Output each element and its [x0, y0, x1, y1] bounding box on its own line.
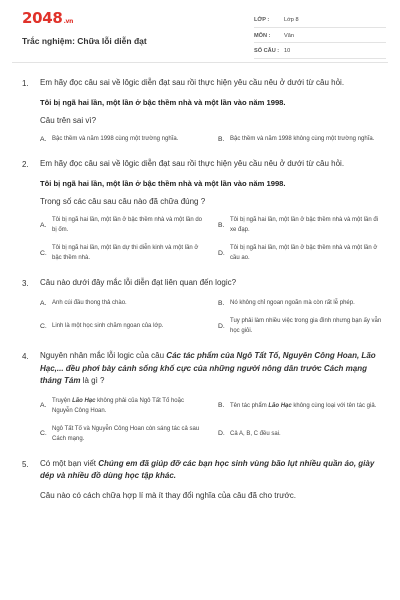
question-4 [22, 350, 388, 444]
answer-option-b[interactable] [218, 396, 388, 416]
option-text [52, 424, 210, 444]
meta-row-subject [254, 30, 386, 44]
option-text-pre: Ngô Tất Tố và Nguyễn Công Hoan còn sáng tác cả sau Cách mạng. [52, 425, 200, 442]
option-text-pre: Tên tác phẩm [230, 402, 269, 409]
option-letter: C. [40, 322, 47, 330]
meta-row-count [254, 45, 386, 59]
option-letter: B. [218, 299, 225, 307]
option-text-post: không phải của Ngô Tất Tố hoặc Nguyễn Công Hoan. [52, 397, 184, 414]
question-prompt: Câu trên sai vì? [40, 116, 97, 125]
meta-row-class [254, 14, 386, 28]
header-divider [12, 62, 388, 63]
option-letter: A. [40, 135, 47, 143]
option-text-emph: Lão Hạc [72, 397, 96, 404]
question-prompt: Trong số các câu sau câu nào đã chữa đúng ? [40, 197, 206, 206]
logo-sub: .vn [63, 18, 74, 25]
option-letter: D. [218, 322, 225, 330]
question-text [40, 350, 388, 388]
option-text [52, 396, 210, 416]
question-passage: Tôi bị ngã hai lần, một lần ở bậc thềm nhà và một lần vào năm 1998. [40, 179, 286, 188]
option-text: Linh là một học sinh chăm ngoan của lớp. [52, 323, 164, 329]
option-text: Bậc thềm và năm 1998 không cùng một trường nghĩa. [230, 136, 375, 142]
option-letter: C. [40, 430, 47, 437]
option-text: Tôi bị ngã hai lần, một lần ở bậc thềm nhà và một lần đi xe đạp. [230, 217, 379, 233]
answer-options [40, 134, 388, 144]
question-passage: Tôi bị ngã hai lần, một lần ở bậc thềm nhà và một lần vào năm 1998. [40, 98, 286, 107]
option-text: Tôi bị ngã hai lần, một lần ở bậc thềm nhà và một lần ở cầu ao. [230, 245, 378, 261]
page-title: Trắc nghiệm: Chữa lỗi diễn đạt [22, 36, 147, 46]
question-2 [22, 158, 388, 263]
option-letter: B. [218, 135, 225, 143]
meta-key: LỚP : [254, 17, 270, 24]
meta-value: Lớp 8 [284, 17, 299, 24]
meta-key: MÔN : [254, 32, 271, 39]
option-letter: A. [40, 299, 47, 307]
answer-option-b[interactable] [218, 134, 388, 144]
answer-option-d[interactable] [218, 243, 388, 263]
question-text-tail: là gì ? [80, 376, 105, 385]
question-text: Em hãy đọc câu sai về lôgic diễn đạt sau rồi thực hiện yêu cầu nêu ở dưới từ câu hỏi. [40, 159, 345, 168]
question-1 [22, 77, 388, 144]
option-text [230, 401, 380, 411]
meta-value: 10 [284, 48, 291, 55]
question-number: 2. [22, 160, 29, 169]
option-letter: A. [40, 221, 47, 229]
answer-option-a[interactable] [40, 298, 210, 308]
option-text-pre: Truyện [52, 397, 73, 404]
quiz-meta [254, 14, 386, 61]
option-text-pre: Cả A, B, C đều sai. [230, 430, 281, 437]
answer-option-c[interactable] [40, 424, 210, 444]
option-text: Tôi bị ngã hai lần, một lần dự thi diễn kinh và một lần ở bậc thềm nhà. [52, 245, 199, 261]
question-list [0, 77, 400, 501]
option-letter: A. [40, 402, 47, 409]
question-5 [22, 458, 388, 501]
option-letter: B. [218, 402, 225, 409]
answer-options [40, 215, 388, 263]
option-letter: C. [40, 249, 47, 257]
answer-option-d[interactable] [218, 316, 388, 336]
question-text: Câu nào dưới đây mắc lỗi diễn đạt liên quan đến logic? [40, 278, 237, 287]
question-number: 3. [22, 279, 29, 288]
answer-option-a[interactable] [40, 396, 210, 416]
question-number: 5. [22, 459, 29, 469]
answer-options [40, 396, 388, 444]
answer-option-c[interactable] [40, 243, 210, 263]
option-text: Bậc thềm và năm 1998 cùng một trường nghĩa. [52, 136, 179, 142]
question-prompt: Câu nào có cách chữa hợp lí mà ít thay đổi nghĩa của câu đã cho trước. [40, 490, 297, 500]
option-letter: B. [218, 221, 225, 229]
logo-main: 2048 [22, 9, 63, 27]
question-text-lead: Nguyên nhân mắc lỗi logic của câu [40, 351, 167, 360]
option-text: Tuy phải làm nhiều việc trong gia đình nhưng bạn ấy vẫn học giỏi. [230, 318, 382, 334]
question-text: Em hãy đọc câu sai về lôgic diễn đạt sau rồi thực hiện yêu cầu nêu ở dưới từ câu hỏi. [40, 78, 345, 87]
answer-option-a[interactable] [40, 134, 210, 144]
option-text-emph: Lão Hạc [268, 402, 292, 409]
answer-option-a[interactable] [40, 215, 210, 235]
question-number: 4. [22, 352, 29, 361]
option-letter: D. [218, 430, 225, 437]
question-text-lead: Có một bạn viết [40, 458, 99, 468]
quoted-sentence: Chúng em đã giúp đỡ các bạn học sinh vùng bão lụt nhiều quần áo, giày dép và nhiều đồ dùng học tập khác. [40, 458, 375, 480]
answer-option-b[interactable] [218, 298, 388, 308]
option-text-post: không cùng loại với tên tác giả. [291, 402, 377, 409]
meta-key: SỐ CÂU : [254, 48, 280, 55]
question-number: 1. [22, 79, 29, 88]
question-text [40, 458, 388, 483]
quoted-sentence: Các tác phẩm của Ngô Tất Tố, Nguyên Công Hoan, Lão Hạc,... đều phơi bày cảnh sống khố cực của những người nông dân trước Cách mạng tháng Tám [40, 351, 376, 385]
question-3 [22, 277, 388, 336]
option-text [230, 429, 285, 439]
answer-option-b[interactable] [218, 215, 388, 235]
answer-option-d[interactable] [218, 424, 388, 444]
answer-option-c[interactable] [40, 316, 210, 336]
option-text: Tôi bị ngã hai lần, một lần ở bậc thềm nhà và một lần do bị ốm. [52, 217, 203, 233]
page-header [0, 0, 400, 62]
answer-options [40, 298, 388, 336]
meta-value: Văn [284, 32, 294, 39]
option-text: Nó không chỉ ngoan ngoãn mà còn rất lễ phép. [230, 300, 355, 306]
option-letter: D. [218, 249, 225, 257]
option-text: Anh cúi đầu thong thả chào. [52, 300, 127, 306]
